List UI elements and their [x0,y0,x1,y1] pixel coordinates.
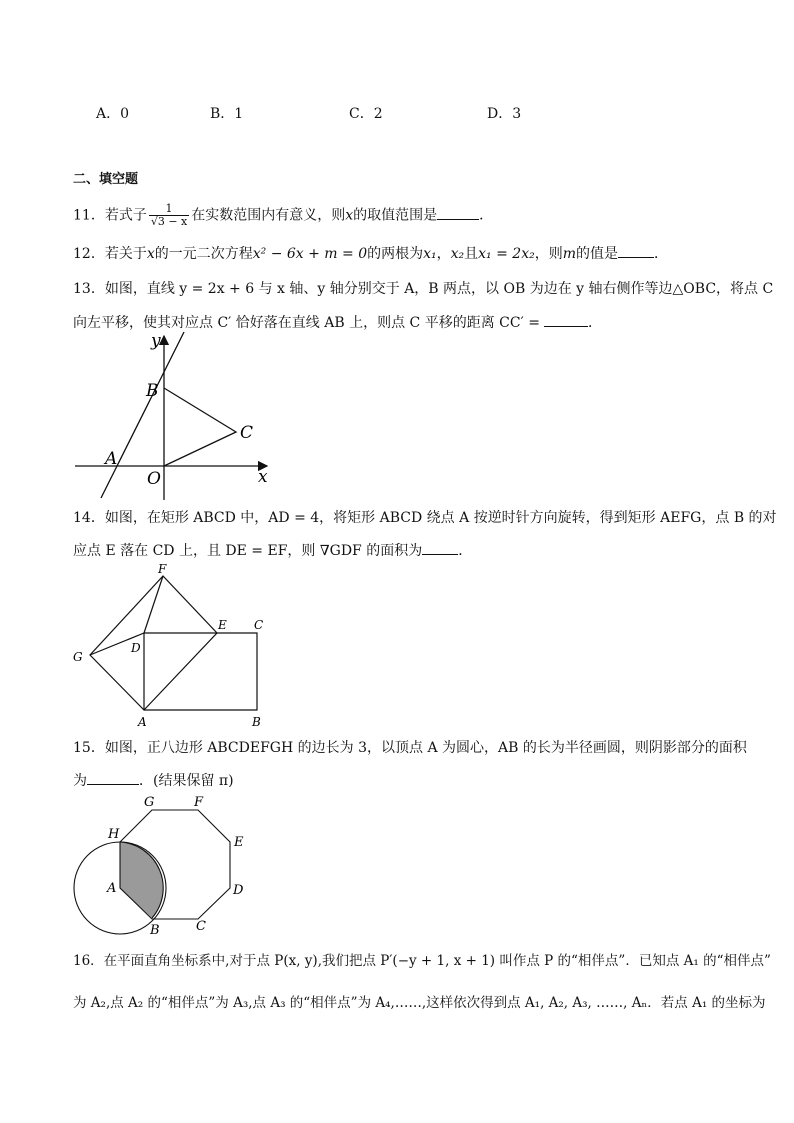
label-o: O [147,469,161,489]
q12-pre: 若关于 [104,246,147,262]
q13-line1: 13．如图，直线 y = 2x + 6 与 x 轴、y 轴分别交于 A，B 两点，以 OB 为边在 y 轴右侧作等边△OBC，将点 C [73,281,774,297]
q12-x2: x₂ [450,246,465,262]
question-11 [73,203,493,228]
option-a: A．0 [96,106,130,122]
q12-x1: x₁ [423,246,437,262]
q13-line2-text: 向左平移，使其对应点 C′ 恰好落在直线 AB 上，则点 C 平移的距离 CC′ = [73,315,540,331]
q12-mid: 的一元二次方程 [154,246,253,262]
label-e15: E [234,835,244,850]
q15-line2 [73,770,234,791]
label-h15: H [108,827,120,842]
q11-number: 11． [73,207,105,224]
line-ab [101,332,184,498]
label-f: F [158,562,167,576]
q12-m: m [562,246,576,262]
label-c15: C [196,919,206,934]
q15-answer-blank[interactable] [87,770,139,785]
label-b15: B [150,923,160,938]
triangle-obc [164,388,236,466]
line-df [144,576,163,633]
q12-number: 12． [73,246,105,262]
q12-end: ． [654,246,668,262]
rect-aefg [90,576,217,710]
q12-mid3: ，则 [534,246,563,262]
q15-line2-text: 为 [73,773,87,789]
label-y: y [151,331,161,351]
q15-end: ．(结果保留 π) [139,773,234,789]
label-c: C [240,423,254,443]
q12-answer-blank[interactable] [618,243,654,258]
q16-line1: 16．在平面直角坐标系中,对于点 P(x, y),我们把点 P′(−y + 1, x + 1) 叫作点 P 的“相伴点”．已知点 A₁ 的“相伴点” [73,953,771,969]
option-c: C．2 [349,106,383,122]
q12-sep: ， [436,246,451,262]
q11-pre: 若式子 [104,207,147,224]
shaded-region [120,842,163,918]
q14-end: ． [458,543,473,559]
q14-answer-blank[interactable] [422,540,458,555]
label-a: A [105,449,118,469]
q12-relation: x₁ = 2x₂ [478,246,535,262]
label-e: E [218,618,227,632]
label-g: G [73,650,83,664]
label-d: D [131,641,141,655]
q12-var: x [146,246,155,262]
label-f15: F [194,795,204,810]
label-g15: G [144,795,155,810]
label-a15: A [107,881,117,896]
q11-var: x [345,207,354,224]
question-12 [73,243,668,264]
option-b: B．1 [210,106,244,122]
rect-abcd [144,633,257,710]
label-x: x [258,467,268,487]
option-d: D．3 [487,106,522,122]
q13-answer-blank[interactable] [544,312,588,327]
q14-line2-text: 应点 E 落在 CD 上，且 DE = EF，则 ∇GDF 的面积为 [73,543,423,559]
section-title: 二、填空题 [73,172,139,187]
q11-post-a: 在实数范围内有意义，则 [191,207,346,224]
label-d15: D [233,883,244,898]
label-c14: C [254,618,264,632]
q14-line2 [73,540,472,561]
q11-answer-blank[interactable] [437,205,479,220]
q15-line1: 15．如图，正八边形 ABCDEFGH 的边长为 3，以顶点 A 为圆心，AB 的长为半径画圆，则阴影部分的面积 [73,740,747,756]
label-b: B [146,381,159,401]
q13-end: ． [587,315,602,331]
q12-equation: x² − 6x + m = 0 [252,246,368,262]
label-b14: B [252,715,261,729]
label-a14: A [138,715,147,729]
q11-post-b: 的取值范围是 [353,207,438,224]
q13-figure [70,330,280,502]
q11-frac-den: √3 − x [150,215,188,228]
q14-line1: 14．如图，在矩形 ABCD 中，AD = 4，将矩形 ABCD 绕点 A 按逆时针方向旋转，得到矩形 AEFG，点 B 的对 [73,510,777,526]
q12-and: 且 [464,246,479,262]
q12-mid2: 的两根为 [367,246,424,262]
q16-line2: 为 A₂,点 A₂ 的“相伴点”为 A₃,点 A₃ 的“相伴点”为 A₄,……,这样依次得到点 A₁, A₂, A₃, ……, Aₙ．若点 A₁ 的坐标为 [73,995,766,1011]
q12-post: 的值是 [576,246,618,262]
q14-figure [70,562,280,730]
q11-frac-num: 1 [149,203,189,216]
q11-end: ． [479,207,494,224]
q11-fraction [149,203,189,228]
q15-figure [70,792,250,940]
